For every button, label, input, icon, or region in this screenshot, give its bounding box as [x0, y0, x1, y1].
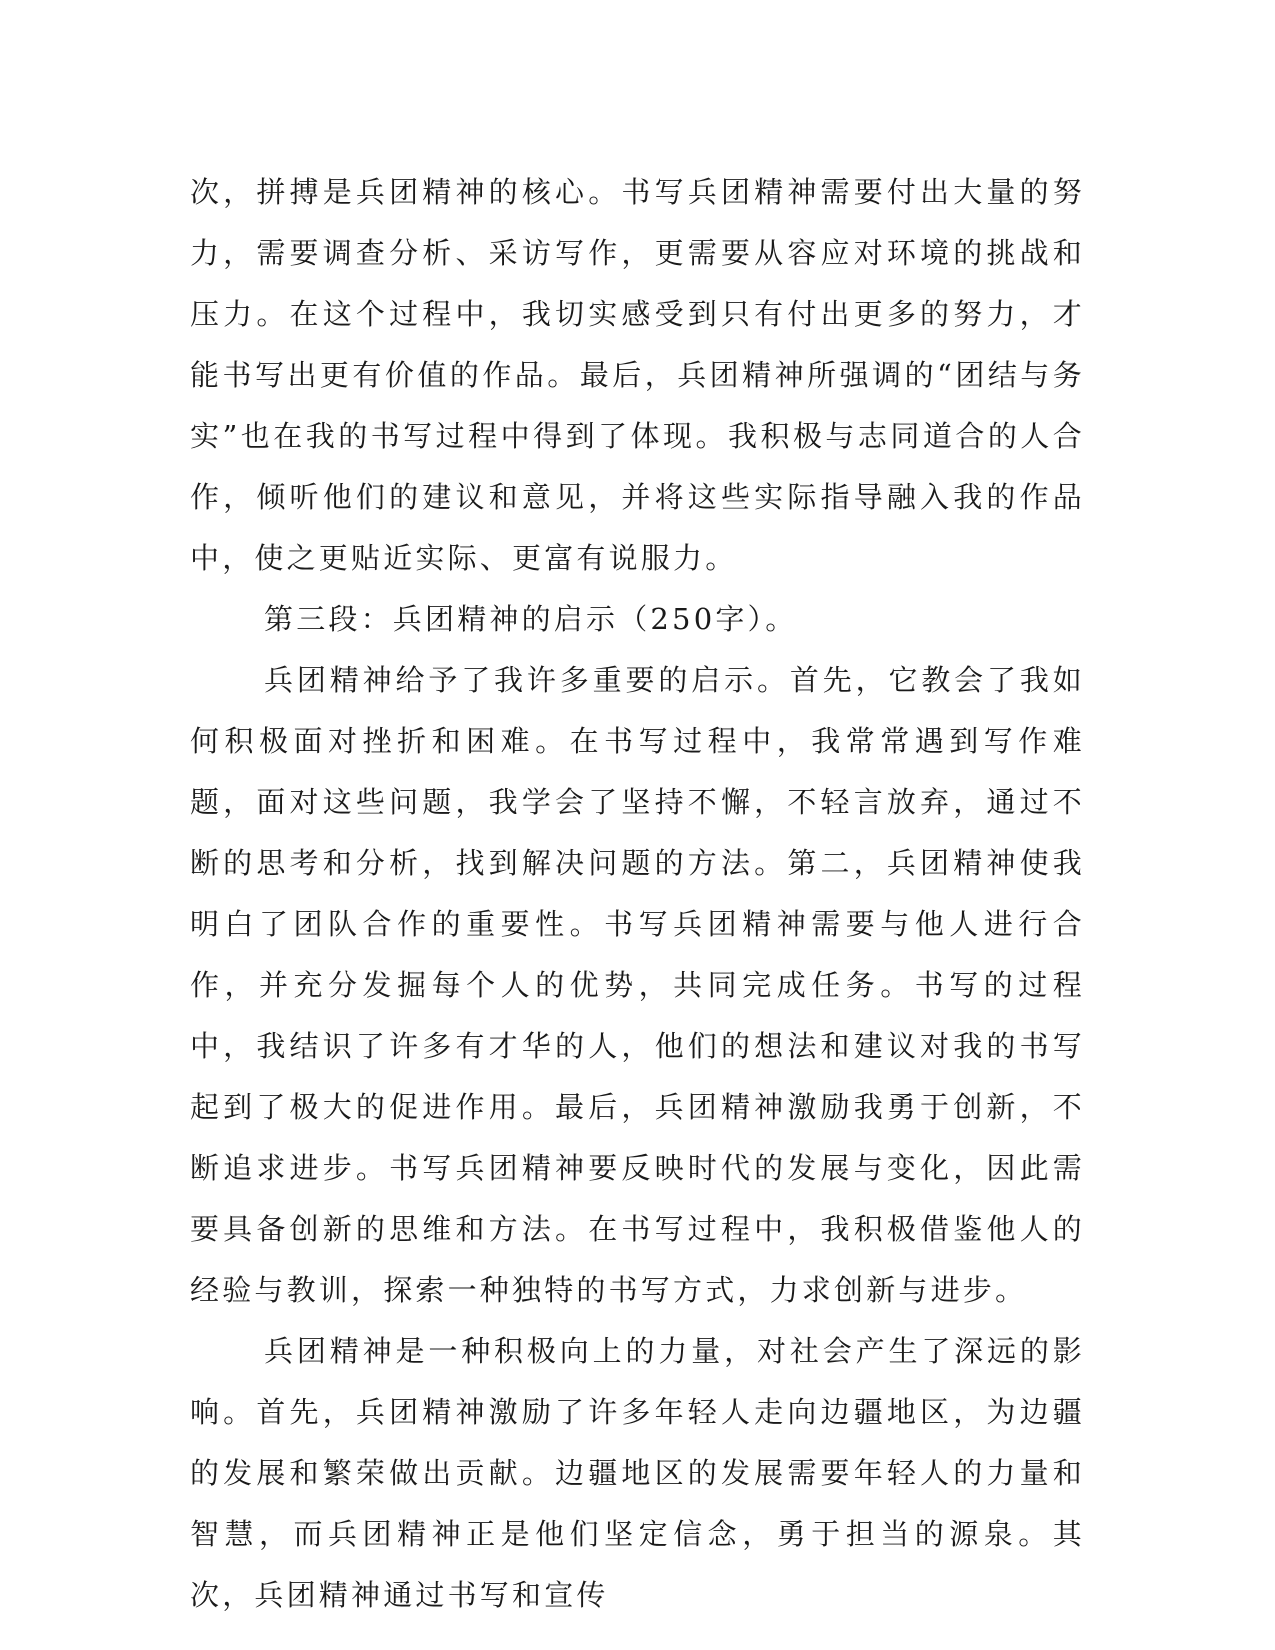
section-heading: 第三段：兵团精神的启示（250字）。: [264, 602, 798, 636]
paragraph-inspiration: 兵团精神给予了我许多重要的启示。首先，它教会了我如何积极面对挫折和困难。在书写过程中，我常常遇到写作难题，面对这些问题，我学会了坚持不懈，不轻言放弃，通过不断的思考和分析，找到解决问题的方法。第二，兵团精神使我明白了团队合作的重要性。书写兵团精神需要与他人进行合作，并充分发掘每个人的优势，共同完成任务。书写的过程中，我结识了许多有才华的人，他们的想法和建议对我的书写起到了极大的促进作用。最后，兵团精神激励我勇于创新，不断追求进步。书写兵团精神要反映时代的发展与变化，因此需要具备创新的思维和方法。在书写过程中，我积极借鉴他人的经验与教训，探索一种独特的书写方式，力求创新与进步。: [190, 663, 1085, 1307]
paragraph-continuation: 次，拼搏是兵团精神的核心。书写兵团精神需要付出大量的努力，需要调查分析、采访写作，更需要从容应对环境的挑战和压力。在这个过程中，我切实感受到只有付出更多的努力，才能书写出更有价值的作品。最后，兵团精神所强调的“团结与务实”也在我的书写过程中得到了体现。我积极与志同道合的人合作，倾听他们的建议和意见，并将这些实际指导融入我的作品中，使之更贴近实际、更富有说服力。: [190, 175, 1085, 575]
paragraph-influence: 兵团精神是一种积极向上的力量，对社会产生了深远的影响。首先，兵团精神激励了许多年轻人走向边疆地区，为边疆的发展和繁荣做出贡献。边疆地区的发展需要年轻人的力量和智慧，而兵团精神正是他们坚定信念，勇于担当的源泉。其次，兵团精神通过书写和宣传: [190, 1334, 1085, 1612]
document-body: [190, 162, 1085, 1626]
